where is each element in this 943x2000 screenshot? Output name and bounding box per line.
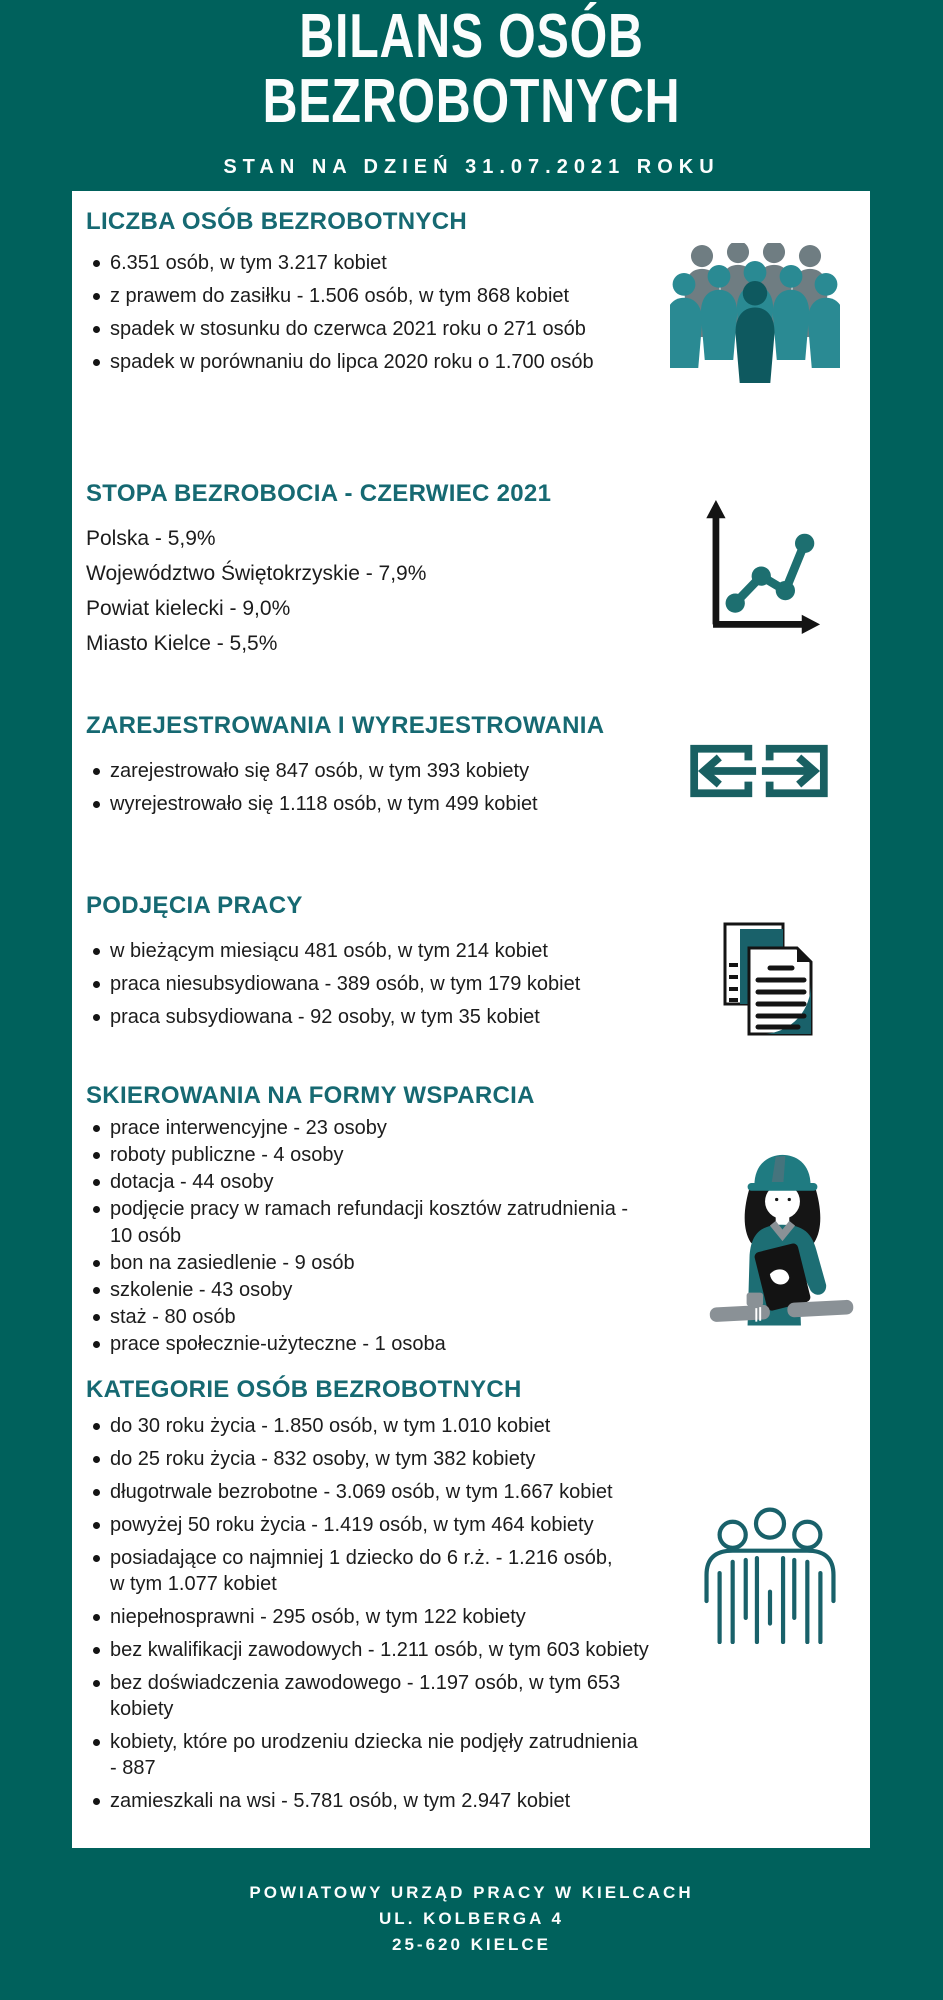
title-line-2: BEZROBOTNYCH bbox=[262, 67, 681, 136]
bullet-item: zamieszkali na wsi - 5.781 osób, w tym 2.947 kobiet bbox=[110, 1788, 862, 1814]
team-outline-icon bbox=[695, 1504, 845, 1649]
bullet-item: roboty publiczne - 4 osoby bbox=[110, 1142, 680, 1169]
section-heading: LICZBA OSÓB BEZROBOTNYCH bbox=[86, 208, 467, 235]
bullet-item: spadek w stosunku do czerwca 2021 roku o 271 osób bbox=[110, 313, 720, 346]
bullet-item: z prawem do zasiłku - 1.506 osób, w tym 868 kobiet bbox=[110, 280, 720, 313]
section-heading: ZAREJESTROWANIA I WYREJESTROWANIA bbox=[86, 712, 605, 739]
bullet-item: posiadające co najmniej 1 dziecko do 6 r.ż. - 1.216 osób, w tym 1.077 kobiet bbox=[110, 1545, 862, 1597]
bullet-item: wyrejestrowało się 1.118 osób, w tym 499 kobiet bbox=[110, 788, 720, 821]
bullet-item: powyżej 50 roku życia - 1.419 osób, w tym 464 kobiety bbox=[110, 1512, 862, 1538]
section-heading: SKIEROWANIA NA FORMY WSPARCIA bbox=[86, 1082, 535, 1109]
bullet-item: podjęcie pracy w ramach refundacji kosztów zatrudnienia - 10 osób bbox=[110, 1196, 680, 1250]
bullet-item: w bieżącym miesiącu 481 osób, w tym 214 kobiet bbox=[110, 935, 720, 968]
bullet-item: 6.351 osób, w tym 3.217 kobiet bbox=[110, 247, 720, 280]
section-heading: KATEGORIE OSÓB BEZROBOTNYCH bbox=[86, 1376, 522, 1403]
subtitle-date: STAN NA DZIEŃ 31.07.2021 ROKU bbox=[223, 156, 720, 178]
worker-woman-icon bbox=[702, 1131, 862, 1336]
documents-icon bbox=[718, 921, 818, 1042]
bullet-item: długotrwale bezrobotne - 3.069 osób, w tym 1.667 kobiet bbox=[110, 1479, 862, 1505]
stat-line: Polska - 5,9% bbox=[86, 527, 216, 550]
bullet-item: szkolenie - 43 osoby bbox=[110, 1277, 680, 1304]
section-heading: PODJĘCIA PRACY bbox=[86, 892, 303, 919]
footer-line-org: POWIATOWY URZĄD PRACY W KIELCACH bbox=[249, 1883, 694, 1902]
stat-line: Miasto Kielce - 5,5% bbox=[86, 632, 278, 655]
line-chart-icon bbox=[687, 496, 822, 641]
bullet-item: bez doświadczenia zawodowego - 1.197 osób, w tym 653 kobiety bbox=[110, 1670, 862, 1722]
bullet-item: staż - 80 osób bbox=[110, 1304, 680, 1331]
stat-line: Powiat kielecki - 9,0% bbox=[86, 597, 291, 620]
bullet-item: prace społecznie-użyteczne - 1 osoba bbox=[110, 1331, 680, 1358]
poster-header bbox=[0, 0, 943, 179]
content-card bbox=[72, 191, 870, 1848]
section-heading: STOPA BEZROBOCIA - CZERWIEC 2021 bbox=[86, 480, 552, 507]
bullet-item: do 30 roku życia - 1.850 osób, w tym 1.010 kobiet bbox=[110, 1413, 862, 1439]
footer-line-street: UL. KOLBERGA 4 bbox=[379, 1909, 564, 1928]
bullet-item: niepełnosprawni - 295 osób, w tym 122 kobiety bbox=[110, 1604, 862, 1630]
title-line-1: BILANS OSÓB bbox=[299, 2, 644, 71]
bullet-item: praca subsydiowana - 92 osoby, w tym 35 kobiet bbox=[110, 1001, 720, 1034]
footer-address bbox=[0, 1880, 943, 1958]
page-title bbox=[104, 4, 840, 134]
bullet-item: bez kwalifikacji zawodowych - 1.211 osób, w tym 603 kobiety bbox=[110, 1637, 862, 1663]
people-crowd-icon bbox=[670, 243, 840, 398]
bullet-item: spadek w porównaniu do lipca 2020 roku o 1.700 osób bbox=[110, 346, 720, 379]
bullet-item: prace interwencyjne - 23 osoby bbox=[110, 1115, 680, 1142]
bullet-item: dotacja - 44 osoby bbox=[110, 1169, 680, 1196]
stat-line: Województwo Świętokrzyskie - 7,9% bbox=[86, 562, 427, 585]
bullet-item: kobiety, które po urodzeniu dziecka nie podjęły zatrudnienia - 887 bbox=[110, 1729, 862, 1781]
bullet-item: praca niesubsydiowana - 389 osób, w tym 179 kobiet bbox=[110, 968, 720, 1001]
bullet-item: bon na zasiedlenie - 9 osób bbox=[110, 1250, 680, 1277]
bullet-item: zarejestrowało się 847 osób, w tym 393 kobiety bbox=[110, 755, 720, 788]
transfer-arrows-icon bbox=[685, 741, 833, 806]
footer-line-city: 25-620 KIELCE bbox=[392, 1935, 551, 1954]
bullet-item: do 25 roku życia - 832 osoby, w tym 382 kobiety bbox=[110, 1446, 862, 1472]
